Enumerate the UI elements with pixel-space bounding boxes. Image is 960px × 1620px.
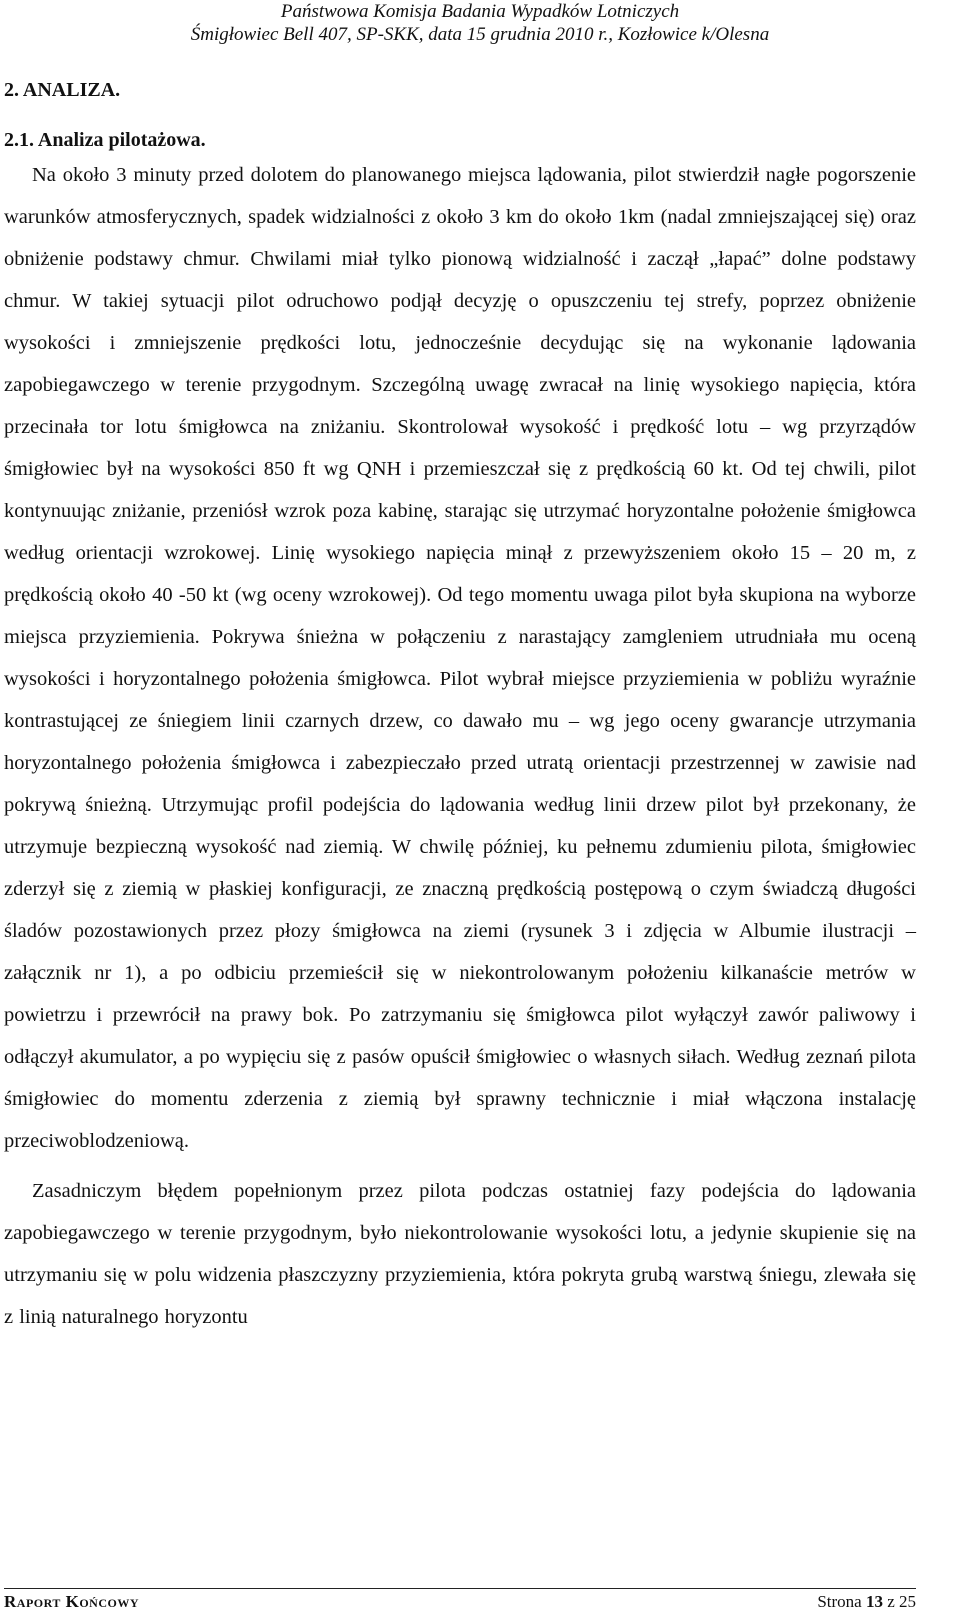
document-footer — [4, 1588, 916, 1615]
page-separator: z — [887, 1592, 895, 1611]
section-title: 2. ANALIZA. — [4, 79, 121, 101]
paragraph-main-error: Zasadniczym błędem popełnionym przez pilota podczas ostatniej fazy podejścia do lądowania zapobiegawczego w terenie przygodnym, było niekontrolowanie wysokości lotu, a jedynie skupienie się na utrzymaniu się w polu widzenia płaszczyzny przyziemienia, która pokryta grubą warstwą śniegu, zlewała się z linią naturalnego horyzontu — [4, 1180, 916, 1328]
page-total: 25 — [899, 1592, 916, 1611]
page-prefix: Strona — [817, 1592, 862, 1611]
header-commission-name: Państwowa Komisja Badania Wypadków Lotniczych — [280, 1, 680, 22]
header-report-subject: Śmigłowiec Bell 407, SP-SKK, data 15 grudnia 2010 r., Kozłowice k/Olesna — [190, 24, 770, 45]
document-body — [4, 72, 916, 1338]
paragraph-pilot-actions: Na około 3 minuty przed dolotem do planowanego miejsca lądowania, pilot stwierdził nagłe pogorszenie warunków atmosferycznych, spadek widzialności z około 3 km do około 1km (nadal zmniejszającej się) oraz obniżenie podstawy chmur. Chwilami miał tylko pionową widzialność i zaczął „łapać” dolne podstawy chmur. W takiej sytuacji pilot odruchowo podjął decyzję o opuszczeniu tej strefy, poprzez obniżenie wysokości i zmniejszenie prędkości lotu, jednocześnie decydując się na wykonanie lądowania zapobiegawczego w terenie przygodnym. Szczególną uwagę zwracał na linię wysokiego napięcia, która przecinała tor lotu śmigłowca na zniżaniu. Skontrolował wysokość i prędkość lotu – wg przyrządów śmigłowiec był na wysokości 850 ft wg QNH i przemieszczał się z prędkością 60 kt. Od tej chwili, pilot kontynuując zniżanie, przeniósł wzrok poza kabinę, starając się utrzymać horyzontalne położenie śmigłowca według orientacji wzrokowej. Linię wysokiego napięcia minął z przewyższeniem około 15 – 20 m, z prędkością około 40 -50 kt (wg oceny wzrokowej). Od tego momentu uwaga pilot była skupiona na wyborze miejsca przyziemienia. Pokrywa śnieżna w połączeniu z narastający zamgleniem utrudniała mu oceną wysokości i horyzontalnego położenia śmigłowca. Pilot wybrał miejsce przyziemienia w pobliżu wyraźnie kontrastującej ze śniegiem linii czarnych drzew, co dawało mu – wg jego oceny gwarancje utrzymania horyzontalnego położenia śmigłowca i zabezpieczało przed utratą orientacji przestrzennej w zawisie nad pokrywą śnieżną. Utrzymując profil podejścia do lądowania według linii drzew pilot był przekonany, że utrzymuje bezpieczną wysokość nad ziemią. W chwilę później, ku pełnemu zdumieniu pilota, śmigłowiec zderzył się z ziemią w płaskiej konfiguracji, ze znaczną prędkością postępową o czym świadczą długości śladów pozostawionych przez płozy śmigłowca na ziemi (rysunek 3 i zdjęcia w Albumie ilustracji – załącznik nr 1), a po odbiciu przemieścił się w niekontrolowanym położeniu kilkanaście metrów w powietrzu i przewrócił na prawy bok. Po zatrzymaniu się śmigłowca pilot wyłączył zawór paliwowy i odłączył akumulator, a po wypięciu się z pasów opuścił śmigłowiec o własnych siłach. Według zeznań pilota śmigłowiec do momentu zderzenia z ziemią był sprawny technicznie i miał włączona instalację przeciwoblodzeniową. — [4, 164, 916, 1152]
subsection-title: 2.1. Analiza pilotażowa. — [4, 129, 206, 151]
page-current: 13 — [865, 1592, 883, 1611]
page-number — [817, 1590, 916, 1614]
document-header — [0, 0, 960, 46]
footer-report-label: Raport Końcowy — [4, 1592, 139, 1611]
